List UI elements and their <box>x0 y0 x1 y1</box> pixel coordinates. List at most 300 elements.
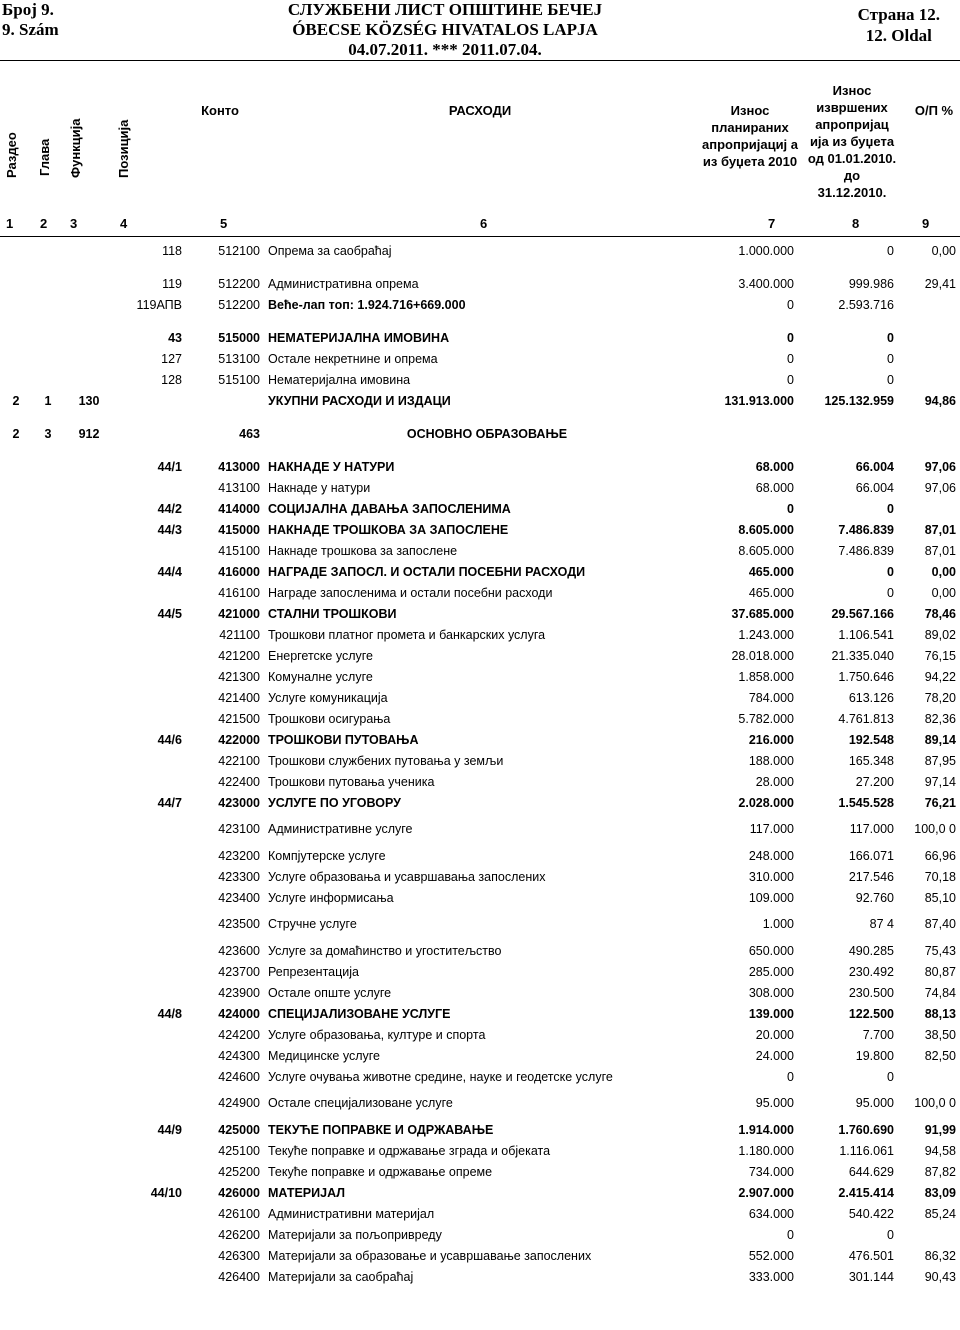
cell-konto: 515100 <box>218 372 260 387</box>
table-row <box>0 1087 960 1119</box>
cell-funkcija <box>64 1024 114 1045</box>
cell-pozicija <box>114 908 186 940</box>
cell-percent: 94,86 <box>924 393 956 408</box>
cell-konto: 413000 <box>218 459 260 474</box>
table-row <box>0 1161 960 1182</box>
cell-funkcija <box>64 273 114 294</box>
izvrseno-line: Износ <box>832 83 872 98</box>
cell-funkcija <box>64 961 114 982</box>
cell-funkcija <box>64 792 114 813</box>
cell-razdeo <box>0 519 32 540</box>
cell-executed: 1.545.528 <box>838 795 894 810</box>
cell-razdeo <box>0 961 32 982</box>
planirano-line: из буџета 2010 <box>702 154 798 169</box>
cell-konto: 416000 <box>218 564 260 579</box>
cell-funkcija <box>64 1224 114 1245</box>
cell-funkcija <box>64 729 114 750</box>
cell-razdeo <box>0 708 32 729</box>
cell-glava <box>32 940 64 961</box>
cell-funkcija <box>64 603 114 624</box>
cell-name: Остале некретнине и опрема <box>268 351 438 366</box>
table-row <box>0 1203 960 1224</box>
cell-name: НАГРАДЕ ЗАПОСЛ. И ОСТАЛИ ПОСЕБНИ РАСХОДИ <box>268 564 586 579</box>
cell-konto: 423200 <box>218 848 260 863</box>
cell-name: Материјали за саобраћај <box>268 1269 414 1284</box>
cell-pozicija <box>114 390 186 411</box>
cell-executed: 66.004 <box>855 480 894 495</box>
cell-executed: 2.415.414 <box>838 1185 894 1200</box>
cell-executed: 21.335.040 <box>831 648 894 663</box>
cell-glava <box>32 1266 64 1287</box>
cell-planned: 1.180.000 <box>738 1143 794 1158</box>
cell-planned: 2.907.000 <box>738 1185 794 1200</box>
cell-planned: 1.914.000 <box>738 1122 794 1137</box>
cell-funkcija <box>64 708 114 729</box>
cell-percent: 87,01 <box>924 522 956 537</box>
cell-konto: 424200 <box>218 1027 260 1042</box>
table-row <box>0 582 960 603</box>
cell-executed: 122.500 <box>848 1006 894 1021</box>
cell-name: Трошкови службених путовања у земљи <box>268 753 504 768</box>
table-row <box>0 645 960 666</box>
cell-name: СТАЛНИ ТРОШКОВИ <box>268 606 397 621</box>
cell-name: Енергетске услуге <box>268 648 373 663</box>
cell-konto: 425200 <box>218 1164 260 1179</box>
cell-glava <box>32 645 64 666</box>
col-izvrseno <box>804 82 900 201</box>
cell-razdeo <box>0 456 32 477</box>
cell-funkcija <box>64 1003 114 1024</box>
cell-konto: 424600 <box>218 1069 260 1084</box>
cell-planned: 465.000 <box>748 585 794 600</box>
table-row <box>0 961 960 982</box>
cell-konto: 425000 <box>218 1122 260 1137</box>
cell-pozicija: 128 <box>161 372 182 387</box>
cell-planned: 552.000 <box>748 1248 794 1263</box>
cell-executed: 125.132.959 <box>824 393 894 408</box>
cell-razdeo <box>0 369 32 390</box>
cell-planned: 285.000 <box>748 964 794 979</box>
cell-executed: 19.800 <box>855 1048 894 1063</box>
cell-glava <box>32 456 64 477</box>
cell-executed: 166.071 <box>848 848 894 863</box>
cell-razdeo <box>0 1024 32 1045</box>
cell-razdeo <box>0 1045 32 1066</box>
cell-konto: 421000 <box>218 606 260 621</box>
cell-razdeo: 2 <box>12 426 20 441</box>
cell-glava <box>32 813 64 845</box>
cell-glava <box>32 348 64 369</box>
cell-razdeo <box>0 908 32 940</box>
table-row <box>0 771 960 792</box>
cell-name: Услуге образовања, културе и спорта <box>268 1027 486 1042</box>
cell-funkcija <box>64 582 114 603</box>
cell-name: Репрезентација <box>268 964 359 979</box>
cell-glava <box>32 1024 64 1045</box>
cell-name: НАКНАДЕ У НАТУРИ <box>268 459 395 474</box>
cell-funkcija <box>64 1087 114 1119</box>
cell-name: Веће-лап топ: 1.924.716+669.000 <box>268 297 466 312</box>
cell-planned: 0 <box>787 330 794 345</box>
cell-name: Трошкови путовања ученика <box>268 774 435 789</box>
cell-pozicija <box>114 771 186 792</box>
cell-percent: 78,20 <box>924 690 956 705</box>
cell-pozicija: 44/7 <box>157 795 182 810</box>
issue-number-hu: 9. Szám <box>2 20 59 39</box>
column-headers <box>0 70 960 210</box>
cell-funkcija <box>64 813 114 845</box>
cell-percent: 86,32 <box>924 1248 956 1263</box>
cell-razdeo <box>0 498 32 519</box>
cell-executed: 7.700 <box>862 1027 894 1042</box>
cell-konto: 423400 <box>218 890 260 905</box>
cell-planned <box>710 423 798 444</box>
cell-glava <box>32 240 64 261</box>
cell-konto: 423500 <box>218 917 260 931</box>
cell-percent: 88,13 <box>924 1006 956 1021</box>
cell-executed: 87 4 <box>869 917 894 931</box>
cell-planned: 68.000 <box>755 459 794 474</box>
cell-konto: 422000 <box>218 732 260 747</box>
cell-glava <box>32 1119 64 1140</box>
table-row <box>0 390 960 411</box>
cell-glava <box>32 1087 64 1119</box>
cell-razdeo <box>0 1140 32 1161</box>
cell-glava <box>32 327 64 348</box>
cell-planned: 1.858.000 <box>738 669 794 684</box>
izvrseno-line: до <box>843 168 861 183</box>
cell-percent: 89,02 <box>924 627 956 642</box>
cell-planned: 117.000 <box>749 822 794 836</box>
cell-percent <box>898 1066 960 1087</box>
cell-razdeo <box>0 1066 32 1087</box>
table-row <box>0 1224 960 1245</box>
cell-executed: 217.546 <box>848 869 894 884</box>
cell-planned: 1.000 <box>762 917 794 931</box>
cell-razdeo <box>0 845 32 866</box>
cell-funkcija <box>64 294 114 315</box>
cell-glava <box>32 771 64 792</box>
cell-planned: 8.605.000 <box>738 522 794 537</box>
cell-pozicija: 44/5 <box>157 606 182 621</box>
cell-executed: 92.760 <box>855 890 894 905</box>
cell-glava <box>32 540 64 561</box>
cell-funkcija <box>64 845 114 866</box>
cell-name: Административни материјал <box>268 1206 435 1221</box>
table-row <box>0 1140 960 1161</box>
cell-name: НЕМАТЕРИЈАЛНА ИМОВИНА <box>268 330 450 345</box>
cell-konto: 423700 <box>218 964 260 979</box>
column-number-row <box>0 216 960 234</box>
cell-percent: 76,15 <box>924 648 956 663</box>
cell-funkcija <box>64 866 114 887</box>
cell-executed: 192.548 <box>848 732 894 747</box>
cell-pozicija <box>114 866 186 887</box>
cell-planned: 5.782.000 <box>738 711 794 726</box>
cell-pozicija <box>114 423 186 444</box>
cell-name: НАКНАДЕ ТРОШКОВА ЗА ЗАПОСЛЕНЕ <box>268 522 509 537</box>
cell-funkcija <box>64 624 114 645</box>
cell-executed: 66.004 <box>855 459 894 474</box>
cell-planned: 68.000 <box>755 480 794 495</box>
table-row <box>0 887 960 908</box>
cell-planned: 0 <box>787 1227 794 1242</box>
cell-glava <box>32 1245 64 1266</box>
cell-razdeo <box>0 327 32 348</box>
cell-pozicija <box>114 477 186 498</box>
cell-planned: 333.000 <box>748 1269 794 1284</box>
cell-konto <box>186 390 264 411</box>
cell-konto: 414000 <box>218 501 260 516</box>
cell-name: Остале специјализоване услуге <box>268 1096 453 1110</box>
cell-percent: 66,96 <box>924 848 956 863</box>
cell-konto: 426100 <box>218 1206 260 1221</box>
cell-pozicija <box>114 1245 186 1266</box>
cell-konto: 423000 <box>218 795 260 810</box>
cell-name: Нематеријална имовина <box>268 372 411 387</box>
cell-percent: 97,06 <box>924 480 956 495</box>
cell-pozicija <box>114 708 186 729</box>
column-number-rule <box>0 236 960 237</box>
issue-number-sr: Број 9. <box>2 0 54 19</box>
cell-razdeo <box>0 1119 32 1140</box>
cell-funkcija <box>64 771 114 792</box>
cell-planned: 248.000 <box>748 848 794 863</box>
cell-name: Услуге образовања и усавршавања запослених <box>268 869 546 884</box>
cell-executed: 0 <box>887 585 894 600</box>
expenditure-table <box>0 240 960 1287</box>
cell-funkcija <box>64 369 114 390</box>
cell-pozicija: 44/9 <box>157 1122 182 1137</box>
cell-konto: 421300 <box>218 669 260 684</box>
table-row <box>0 687 960 708</box>
cell-glava <box>32 1161 64 1182</box>
cell-glava <box>32 1045 64 1066</box>
cell-funkcija <box>64 561 114 582</box>
cell-pozicija <box>114 961 186 982</box>
cell-razdeo: 2 <box>12 393 20 408</box>
cell-executed: 230.492 <box>848 964 894 979</box>
cell-planned: 139.000 <box>748 1006 794 1021</box>
gazette-title-sr: СЛУЖБЕНИ ЛИСТ ОПШТИНЕ БЕЧЕЈ <box>287 0 603 19</box>
cell-percent: 97,06 <box>924 459 956 474</box>
cell-percent: 70,18 <box>924 869 956 884</box>
cell-pozicija: 119АПВ <box>136 297 182 312</box>
cell-razdeo <box>0 771 32 792</box>
cell-executed: 0 <box>887 243 894 258</box>
col-konto: Конто <box>201 103 239 118</box>
cell-konto: 423600 <box>218 943 260 958</box>
cell-razdeo <box>0 624 32 645</box>
cell-funkcija <box>64 1066 114 1087</box>
cell-funkcija <box>64 1045 114 1066</box>
cell-name: Опрема за саобраћај <box>268 243 392 258</box>
cell-name: Комуналне услуге <box>268 669 373 684</box>
cell-pozicija: 44/1 <box>157 459 182 474</box>
cell-razdeo <box>0 1087 32 1119</box>
cell-executed: 1.750.646 <box>838 669 894 684</box>
cell-pozicija <box>114 540 186 561</box>
cell-razdeo <box>0 982 32 1003</box>
cell-funkcija <box>64 982 114 1003</box>
cell-pozicija <box>114 1066 186 1087</box>
cell-konto: 415000 <box>218 522 260 537</box>
cell-percent: 38,50 <box>924 1027 956 1042</box>
gazette-date: 04.07.2011. *** 2011.07.04. <box>348 40 542 59</box>
cell-glava <box>32 498 64 519</box>
cell-pozicija: 43 <box>168 330 182 345</box>
cell-planned: 131.913.000 <box>724 393 794 408</box>
cell-funkcija <box>64 519 114 540</box>
col-razdeo: Раздео <box>4 132 19 178</box>
cell-name: Трошкови платног промета и банкарских услуга <box>268 627 546 642</box>
cell-percent: 85,10 <box>924 890 956 905</box>
cell-glava <box>32 961 64 982</box>
cell-konto: 421400 <box>218 690 260 705</box>
cell-planned: 784.000 <box>748 690 794 705</box>
cell-percent: 94,58 <box>924 1143 956 1158</box>
cell-funkcija <box>64 540 114 561</box>
cell-name: Услуге информисања <box>268 890 394 905</box>
cell-glava <box>32 624 64 645</box>
cell-glava <box>32 708 64 729</box>
cell-glava <box>32 750 64 771</box>
cell-glava <box>32 1203 64 1224</box>
cell-pozicija: 118 <box>162 243 182 258</box>
column-number: 1 <box>6 216 14 231</box>
table-row <box>0 327 960 348</box>
cell-funkcija <box>64 1182 114 1203</box>
table-row <box>0 750 960 771</box>
cell-glava <box>32 273 64 294</box>
izvrseno-line: апропријац <box>815 117 889 132</box>
cell-pozicija: 44/6 <box>157 732 182 747</box>
cell-planned: 1.000.000 <box>738 243 794 258</box>
cell-glava <box>32 887 64 908</box>
cell-percent: 85,24 <box>924 1206 956 1221</box>
table-row <box>0 792 960 813</box>
cell-percent: 89,14 <box>924 732 956 747</box>
izvrseno-line: 31.12.2010. <box>817 185 887 200</box>
table-row <box>0 240 960 261</box>
column-number: 9 <box>922 216 930 231</box>
cell-percent: 83,09 <box>924 1185 956 1200</box>
spacer-row <box>0 315 960 327</box>
cell-funkcija <box>64 348 114 369</box>
cell-executed: 95.000 <box>855 1096 894 1110</box>
cell-pozicija <box>114 813 186 845</box>
cell-konto: 424300 <box>218 1048 260 1063</box>
cell-planned: 0 <box>787 1069 794 1084</box>
column-number: 5 <box>220 216 228 231</box>
cell-percent <box>898 348 960 369</box>
table-row <box>0 273 960 294</box>
cell-planned: 1.243.000 <box>738 627 794 642</box>
cell-executed: 301.144 <box>848 1269 894 1284</box>
cell-percent: 29,41 <box>924 276 956 291</box>
cell-executed: 117.000 <box>849 822 894 836</box>
cell-percent: 74,84 <box>924 985 956 1000</box>
cell-name: УКУПНИ РАСХОДИ И ИЗДАЦИ <box>268 393 451 408</box>
cell-pozicija <box>114 750 186 771</box>
cell-percent: 0,00 <box>931 585 956 600</box>
cell-razdeo <box>0 666 32 687</box>
cell-planned: 2.028.000 <box>738 795 794 810</box>
cell-planned: 37.685.000 <box>731 606 794 621</box>
cell-funkcija <box>64 940 114 961</box>
cell-razdeo <box>0 348 32 369</box>
cell-percent: 87,40 <box>924 917 956 931</box>
cell-funkcija <box>64 498 114 519</box>
cell-razdeo <box>0 1203 32 1224</box>
table-row <box>0 1119 960 1140</box>
spacer-row <box>0 444 960 456</box>
table-row <box>0 456 960 477</box>
cell-glava: 1 <box>44 393 52 408</box>
cell-pozicija <box>114 687 186 708</box>
cell-percent <box>898 498 960 519</box>
cell-percent: 76,21 <box>924 795 956 810</box>
col-glava: Глава <box>37 138 52 176</box>
cell-glava <box>32 519 64 540</box>
cell-konto: 425100 <box>218 1143 260 1158</box>
cell-konto: 423300 <box>218 869 260 884</box>
column-number: 8 <box>852 216 860 231</box>
cell-pozicija <box>114 940 186 961</box>
cell-glava <box>32 1224 64 1245</box>
cell-glava <box>32 666 64 687</box>
cell-executed: 0 <box>887 372 894 387</box>
cell-executed: 613.126 <box>848 690 894 705</box>
cell-name: ОСНОВНО ОБРАЗОВАЊЕ <box>406 426 568 441</box>
cell-pozicija <box>114 1045 186 1066</box>
cell-planned: 95.000 <box>755 1096 794 1110</box>
cell-konto: 424000 <box>218 1006 260 1021</box>
cell-pozicija: 44/10 <box>150 1185 182 1200</box>
cell-pozicija <box>114 1203 186 1224</box>
cell-planned: 650.000 <box>748 943 794 958</box>
cell-razdeo <box>0 1224 32 1245</box>
page-header <box>0 0 960 58</box>
cell-percent: 75,43 <box>924 943 956 958</box>
column-number: 7 <box>768 216 776 231</box>
cell-planned: 734.000 <box>748 1164 794 1179</box>
cell-glava <box>32 582 64 603</box>
cell-name: Накнаде трошкова за запослене <box>268 543 458 558</box>
cell-planned: 8.605.000 <box>738 543 794 558</box>
cell-planned: 28.018.000 <box>731 648 794 663</box>
cell-name: Награде запосленима и остали посебни расходи <box>268 585 553 600</box>
table-row <box>0 1066 960 1087</box>
cell-executed: 490.285 <box>848 943 894 958</box>
cell-razdeo <box>0 1182 32 1203</box>
cell-percent <box>898 327 960 348</box>
cell-pozicija <box>114 1161 186 1182</box>
cell-percent: 82,50 <box>924 1048 956 1063</box>
table-row <box>0 540 960 561</box>
cell-razdeo <box>0 294 32 315</box>
cell-executed: 7.486.839 <box>838 522 894 537</box>
cell-razdeo <box>0 540 32 561</box>
cell-funkcija <box>64 456 114 477</box>
cell-percent: 82,36 <box>924 711 956 726</box>
cell-planned: 28.000 <box>755 774 794 789</box>
cell-razdeo <box>0 1245 32 1266</box>
cell-name: Административна опрема <box>268 276 419 291</box>
cell-percent: 87,95 <box>924 753 956 768</box>
table-row <box>0 813 960 845</box>
cell-glava <box>32 603 64 624</box>
